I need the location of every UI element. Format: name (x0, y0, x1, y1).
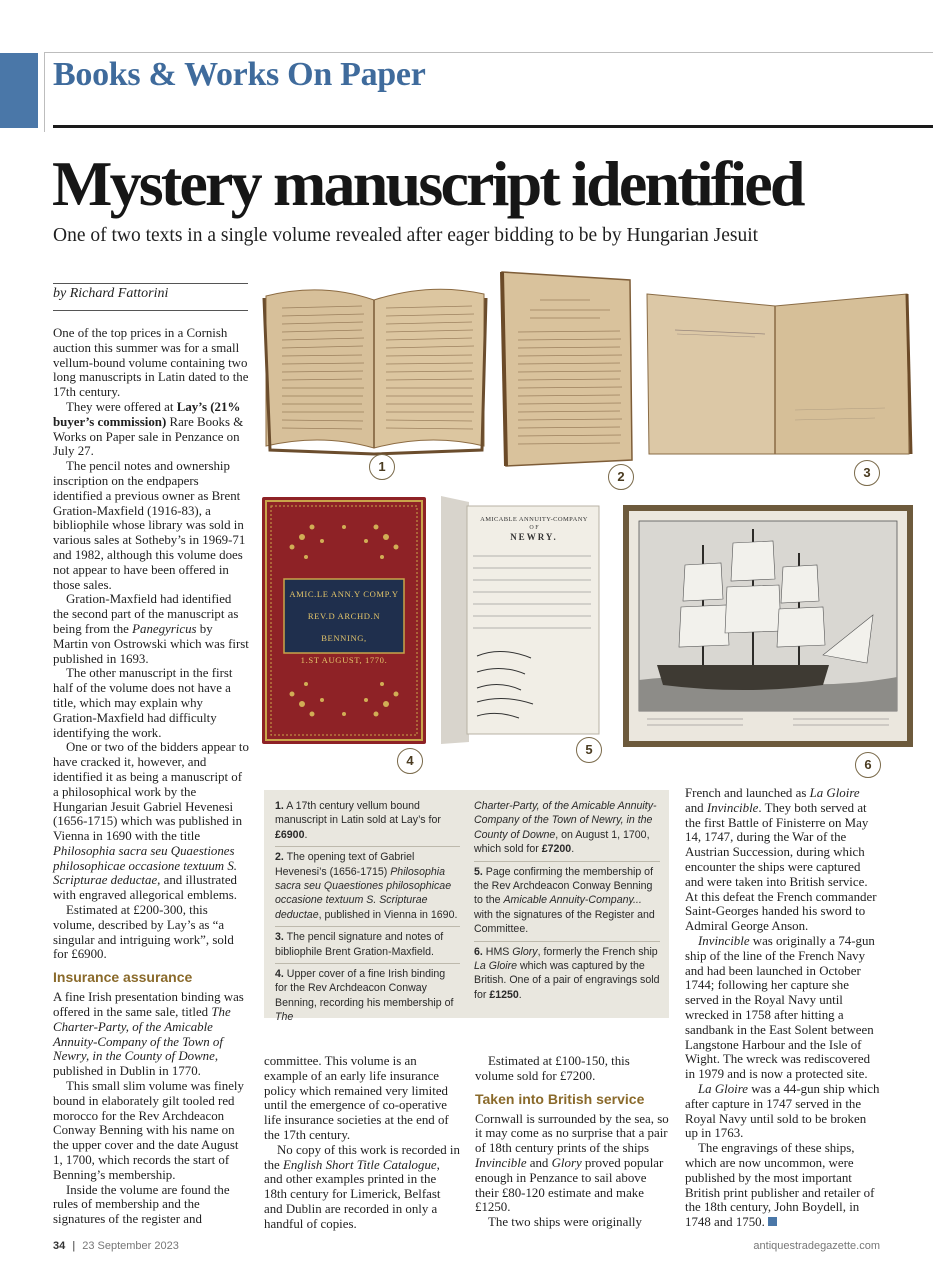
paragraph: No copy of this work is recorded in the English Short Title Catalogue, and other examples printed in the 18th century for Limerick, Belfast and Dublin are recorded in only a handful of copies. (264, 1142, 460, 1231)
subheading: Insurance assurance (53, 969, 193, 986)
paragraph: A fine Irish presentation binding was offered in the same sale, titled The Charter-Party, of the Amicable Annuity-Company of the Town of Newry, in the County of Downe, published in Dublin in 1770. (53, 990, 244, 1079)
paragraph: The pencil notes and ownership inscription on the endpapers identified a previous owner as Brent Gration-Maxfield (1916-83), a bibliophile whose library was sold in various sales at Sotheby’s in 1969-71 and 1982, although this volume does not appear to have been offered in those sales. (53, 459, 246, 592)
cover-inscription-line-1: AMIC.LE ANN.Y COMP.Y (289, 589, 399, 599)
photo-red-morocco-cover (262, 497, 426, 744)
figure-number-1: 1 (369, 454, 395, 480)
figure-number-6: 6 (855, 752, 881, 778)
figure-number-5: 5 (576, 737, 602, 763)
paragraph: Inside the volume are found the rules of membership and the signatures of the register and (53, 1182, 230, 1227)
paragraph: This small slim volume was finely bound in elaborately gilt tooled red morocco for the Rev Archdeacon Conway Benning with his name on the upper cover and the date August 1, 1700, which records the start of Benning’s membership. (53, 1079, 244, 1182)
caption-4: 4. Upper cover of a fine Irish binding for the Rev Archdeacon Conway Benning, recording his membership of The (275, 968, 454, 1024)
article-column-4 (685, 786, 881, 1230)
section-title: Books & Works On Paper (53, 56, 426, 93)
standfirst: One of two texts in a single volume revealed after eager bidding to be by Hungarian Jesuit (53, 225, 759, 246)
figure-number-2: 2 (608, 464, 634, 490)
photo-membership-page (441, 496, 601, 744)
paragraph: La Gloire was a 44-gun ship which after capture in 1747 served in the Royal Navy until sold to be broken up in 1763. (685, 1081, 880, 1141)
captions-column-right (474, 796, 660, 1006)
captions-column-left (275, 796, 460, 1029)
footer-website[interactable]: antiquestradegazette.com (753, 1240, 880, 1252)
byline-rule-top (53, 283, 248, 284)
caption-6: 6. HMS Glory, formerly the French ship La Gloire which was captured by the British. One of a pair of engravings sold for £1250. (474, 945, 660, 1001)
byline-rule-bottom (53, 310, 248, 311)
subheading: Taken into British service (475, 1090, 645, 1107)
cover-inscription-line-3: 1.ST AUGUST, 1770. (300, 655, 388, 665)
paragraph: Estimated at £100-150, this volume sold for £7200. (475, 1054, 630, 1083)
figure-number-3: 3 (854, 460, 880, 486)
header-vertical-rule (44, 52, 45, 132)
paragraph: Invincible was originally a 74-gun ship of the line of the French Navy and had been launched in October 1744; following her capture she served in the Royal Navy until wrecked in 1758 after hitting a sandbank in the East Solent between Langstone Harbour and the Isle of Wight. The wreck was rediscovered in 1979 and is now a protected site. (685, 933, 875, 1082)
caption-2: 2. The opening text of Gabriel Hevenesi’s (1656-1715) Philosophia sacra seu Quaestiones philosophicae occasione textuum S. Scripturae deductae, published in Vienna in 1690. (275, 847, 460, 927)
paragraph: The other manuscript in the first half of the volume does not have a title, which may explain why Gration-Maxfield had difficulty identifying the work. (53, 666, 233, 740)
document-place: NEWRY. (510, 532, 558, 542)
section-accent-bar (0, 53, 38, 128)
captions-box (264, 790, 669, 1024)
byline: by Richard Fattorini (53, 286, 169, 301)
paragraph: They were offered at Lay’s (21% buyer’s commission) Rare Books & Works on Paper sale in Penzance on July 27. (53, 399, 244, 459)
issue-date: 23 September 2023 (82, 1240, 179, 1252)
paragraph: Gration-Maxfield had identified the second part of the manuscript as being from the Panegyricus by Martin von Ostrowski which was first published in 1693. (53, 592, 249, 666)
header-top-rule (44, 52, 933, 53)
paragraph: Cornwall is surrounded by the sea, so it may come as no surprise that a pair of 18th century prints of the ships Invincible and Glory proved popular enough in Penzance to sail above their £80-120 estimate and make £1250. (475, 1111, 669, 1215)
article-column-3 (475, 1054, 671, 1230)
caption-1: 1. A 17th century vellum bound manuscript in Latin sold at Lay’s for £6900. (275, 796, 460, 847)
caption-4-continued: Charter-Party, of the Amicable Annuity-Company of the Town of Newry, in the County of Downe, on August 1, 1700, which sold for £7200. (474, 796, 660, 862)
cover-inscription-line-2: REV.D ARCHD.N BENNING, (307, 611, 381, 643)
document-of: O F (529, 525, 539, 531)
footer-page-info (53, 1240, 179, 1252)
headline: Mystery manuscript identified (52, 148, 803, 219)
page-number: 34 (53, 1240, 66, 1252)
paragraph: The two ships were originally (488, 1215, 642, 1230)
photo-ship-engraving (623, 505, 913, 747)
article-column-1 (53, 326, 249, 1227)
caption-3: 3. The pencil signature and notes of bibliophile Brent Gration-Maxfield. (275, 927, 460, 964)
auction-house-name: Lay’s (21% buyer’s commission) (53, 399, 241, 429)
end-of-article-marker (768, 1217, 777, 1226)
section-divider (53, 125, 933, 128)
article-column-2 (264, 1054, 460, 1232)
paragraph: French and launched as La Gloire and Invincible. They both served at the first Battle of Finisterre on May 14, 1747, during the War of the Austrian Succession, during which encounter the ships were captured and were taken into British service. At this defeat the French commander Saint-Georges handed his sword to Admiral George Anson. (685, 786, 877, 934)
paragraph: The engravings of these ships, which are now uncommon, were published by the most important British print publisher and retailer of the 18th century, John Boydell, in 1748 and 1750. (685, 1141, 875, 1230)
document-heading: AMICABLE ANNUITY-COMPANY (480, 516, 588, 523)
paragraph: committee. This volume is an example of an early life insurance policy which remained very limited until the emergence of co-operative life insurance societies at the end of the 17th century. (264, 1054, 449, 1142)
paragraph: Estimated at £200-300, this volume, described by Lay’s as “a singular and intriguing work”, sold for £6900. (53, 903, 234, 962)
footer-separator: | (72, 1240, 76, 1252)
paragraph: One of the top prices in a Cornish auction this summer was for a small vellum-bound volume containing two long manuscripts in Latin dated to the 17th century. (53, 326, 249, 400)
paragraph: One or two of the bidders appear to have cracked it, however, and identified it as being a manuscript of a philosophical work by the Hungarian Jesuit Gabriel Hevenesi (1656-1715) which was published in Vienna in 1690 with the title Philosophia sacra seu Quaestiones philosophicae occasione textuum S. Scripturae deductae, and illustrated with engraved allegorical emblems. (53, 740, 249, 903)
photo-manuscript-opening-page (500, 270, 636, 468)
figure-number-4: 4 (397, 748, 423, 774)
photo-manuscript-open (262, 278, 488, 458)
caption-5: 5. Page confirming the membership of the Rev Archdeacon Conway Benning to the Amicable Annuity-Company... with the signatures of the Register and Committee. (474, 862, 660, 942)
photo-endpapers (645, 290, 913, 456)
